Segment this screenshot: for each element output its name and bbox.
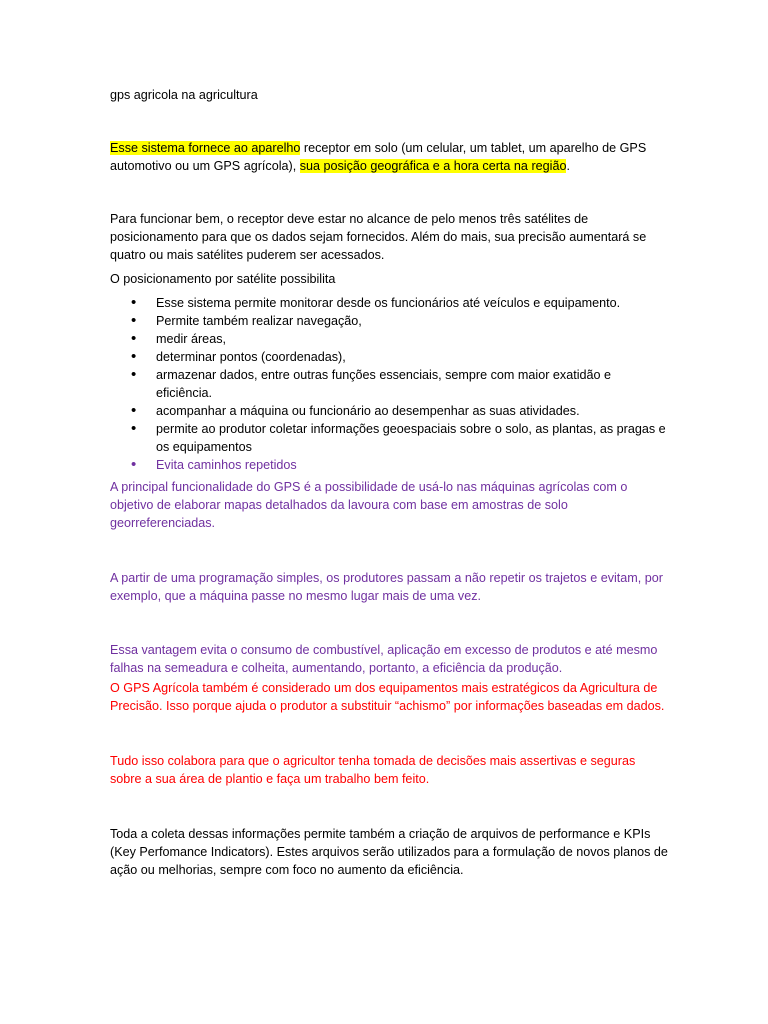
list-item: • armazenar dados, entre outras funções essenciais, sempre com maior exatidão e eficiência. bbox=[110, 366, 670, 402]
document-body bbox=[110, 86, 670, 879]
list-item: • Permite também realizar navegação, bbox=[110, 312, 670, 330]
highlighted-text-1: Esse sistema fornece ao aparelho bbox=[110, 141, 301, 155]
bullet-list bbox=[110, 294, 670, 474]
paragraph-kpis: Toda a coleta dessas informações permite também a criação de arquivos de performance e KPIs (Key Perfomance Indicators). Estes arquivos serão utilizados para a formulação de novos planos de ação ou melhorias, sempre com foco no aumento da eficiência. bbox=[110, 827, 668, 877]
paragraph-precision-agriculture: O GPS Agrícola também é considerado um dos equipamentos mais estratégicos da Agricultura de Precisão. Isso porque ajuda o produtor a substituir “achismo” por informações baseadas em dados. bbox=[110, 681, 665, 713]
highlighted-text-2: sua posição geográfica e a hora certa na região bbox=[299, 159, 567, 173]
paragraph-positioning-intro: O posicionamento por satélite possibilita bbox=[110, 272, 336, 286]
list-item: • permite ao produtor coletar informações geoespaciais sobre o solo, as plantas, as pragas e os equipamentos bbox=[110, 420, 670, 456]
paragraph-decision-making: Tudo isso colabora para que o agricultor tenha tomada de decisões mais assertivas e seguras sobre a sua área de plantio e faça um trabalho bem feito. bbox=[110, 754, 636, 786]
list-item: • medir áreas, bbox=[110, 330, 670, 348]
paragraph-simple-programming: A partir de uma programação simples, os produtores passam a não repetir os trajetos e evitam, por exemplo, que a máquina passe no mesmo lugar mais de uma vez. bbox=[110, 571, 663, 603]
paragraph-system-description bbox=[110, 139, 670, 175]
paragraph-advantage: Essa vantagem evita o consumo de combustível, aplicação em excesso de produtos e até mesmo falhas na semeadura e colheita, aumentando, portanto, a eficiência da produção. bbox=[110, 643, 658, 675]
paragraph-main-functionality: A principal funcionalidade do GPS é a possibilidade de usá-lo nas máquinas agrícolas com o objetivo de elaborar mapas detalhados da lavoura com base em amostras de solo georreferenciadas. bbox=[110, 480, 628, 530]
paragraph-text: receptor em solo (um celular, um tablet, um aparelho de GPS automotivo ou um GPS agrícola), bbox=[110, 141, 647, 173]
list-item: • Evita caminhos repetidos bbox=[110, 456, 670, 474]
list-item: • determinar pontos (coordenadas), bbox=[110, 348, 670, 366]
paragraph-receiver-satellites: Para funcionar bem, o receptor deve estar no alcance de pelo menos três satélites de posicionamento para que os dados sejam fornecidos. Além do mais, sua precisão aumentará se quatro ou mais satélites puderem ser acessados. bbox=[110, 212, 647, 262]
document-title: gps agricola na agricultura bbox=[110, 88, 258, 102]
paragraph-text-end: . bbox=[566, 159, 570, 173]
list-item: • acompanhar a máquina ou funcionário ao desempenhar as suas atividades. bbox=[110, 402, 670, 420]
list-item: • Esse sistema permite monitorar desde os funcionários até veículos e equipamento. bbox=[110, 294, 670, 312]
